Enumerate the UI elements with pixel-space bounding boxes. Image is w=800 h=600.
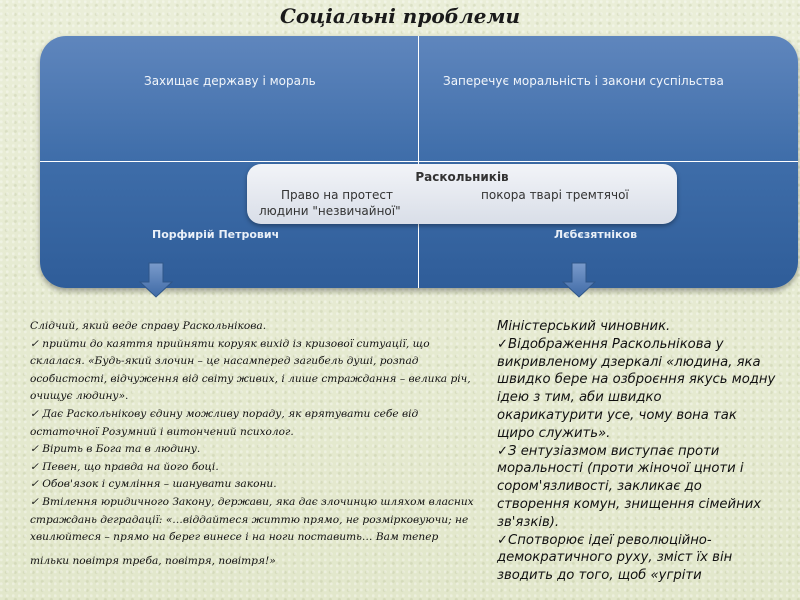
right-line: щиро служить». xyxy=(497,425,611,441)
porfiriy-description xyxy=(30,318,492,570)
right-line: окарикатурити усе, чому вона так xyxy=(497,407,737,423)
right-line: демократичного руху, зміст їх він xyxy=(497,550,733,566)
left-line: страждань деградації: «…віддайтеся життю прямо, не розмірковуючи; не xyxy=(30,513,469,526)
left-line: Слідчий, який веде справу Раскольнікова. xyxy=(30,320,267,332)
right-line: моральності (проти жіночої цноти і xyxy=(497,461,744,477)
left-line: ✓ Втілення юридичного Закону, держави, яка дає злочинцю шляхом власних xyxy=(30,495,474,508)
right-line: ✓З ентузіазмом виступає проти xyxy=(497,443,720,459)
down-arrow-icon-right xyxy=(562,262,596,298)
character-diagram xyxy=(40,36,798,288)
left-line: тільки повітря треба, повітря, повітря!» xyxy=(30,554,276,567)
left-line: ✓ прийти до каяття прийняти коруяк вихід із кризової ситуації, що xyxy=(30,337,430,350)
quadrant-top-right xyxy=(419,36,798,162)
down-arrow-icon-left xyxy=(139,262,173,298)
quadrant-bottom-left-label: Порфирій Петрович xyxy=(152,228,280,241)
quadrant-bottom-right-label: Лєбєзятніков xyxy=(554,228,638,241)
left-line: ✓ Обов'язок і сумління – шанувати закони. xyxy=(30,478,277,491)
left-line: ✓ Певен, що правда на його боці. xyxy=(30,460,219,473)
right-line: Міністерський чиновник. xyxy=(497,319,671,334)
center-box-right-text: покора тварі тремтячої xyxy=(481,188,629,202)
center-box-third-line: людини "незвичайної" xyxy=(259,204,401,218)
right-line: викривленому дзеркалі «людина, яка xyxy=(497,354,761,370)
right-line: зв'язків). xyxy=(497,514,560,530)
right-line: ✓Відображення Раскольнікова у xyxy=(497,336,724,352)
right-line: створення комун, знищення сімейних xyxy=(497,496,762,512)
right-line: ідею з тим, аби швидко xyxy=(497,390,662,406)
quadrant-top-left-label: Захищає державу і мораль xyxy=(144,74,316,88)
quadrant-top-right-label: Заперечує моральність і закони суспільства xyxy=(443,74,724,88)
slide-title: Соціальні проблеми xyxy=(279,4,521,28)
left-line: хвилюйтеся – прямо на берег винесе і на ноги поставить… Вам тепер xyxy=(30,531,439,544)
left-line: ✓ Дає Раскольнікову єдину можливу пораду, як врятувати себе від xyxy=(30,407,419,420)
center-box xyxy=(247,164,677,224)
quadrant-top-left xyxy=(40,36,419,162)
lebezyatnikov-description xyxy=(497,318,800,585)
left-line: остаточної Розумний і витончений психолог. xyxy=(30,425,294,438)
left-line: особистості, відчуження від світу живих, і лише страждання – велика річ, xyxy=(30,372,471,385)
center-box-left-text: Право на протест xyxy=(281,188,394,202)
right-line: швидко бере на озброєння якусь модну xyxy=(497,372,776,388)
left-line: ✓ Вірить в Бога та в людину. xyxy=(30,443,201,456)
right-line: зводить до того, щоб «угріти xyxy=(497,568,702,584)
right-line: сором'язливості, закликає до xyxy=(497,479,702,495)
left-line: очищує людину». xyxy=(30,390,129,403)
right-line: ✓Спотворює ідеї революційно- xyxy=(497,532,712,548)
center-box-title: Раскольників xyxy=(415,170,509,184)
left-line: склалася. «Будь-який злочин – це насамперед загибель душі, розпад xyxy=(30,355,419,368)
